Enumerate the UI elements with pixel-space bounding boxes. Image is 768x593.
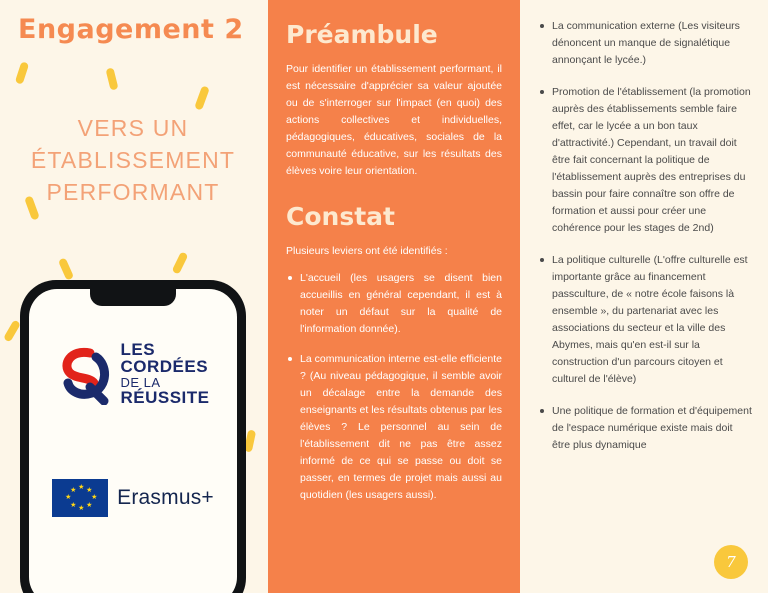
heading-preambule: Préambule [286, 20, 438, 49]
left-column [0, 0, 268, 593]
cordees-line-2: CORDÉES [120, 357, 209, 377]
confetti-dash [3, 319, 21, 342]
preambule-paragraph: Pour identifier un établissement performant, il est nécessaire d'apprécier sa valeur ajoutée ou de s'interroger sur l'impact (en quoi) des actions collectives et individuelles, pédagogiques, éducatives, sociales de la communauté éducative, sur les résultats des élèves voire leur orientation. [286, 63, 502, 177]
page-number-badge: 7 [714, 545, 748, 579]
erasmus-label: Erasmus+ [117, 486, 214, 509]
confetti-dash [244, 429, 256, 452]
constat-list [286, 270, 502, 504]
cordees-mark-icon [56, 343, 114, 405]
confetti-dash [172, 251, 189, 274]
cordees-line-3: DE LA [120, 374, 161, 390]
eu-flag-icon: ★ ★ ★ ★ ★ ★ ★ ★ [52, 479, 108, 517]
list-item: La communication externe (Les visiteurs dénoncent un manque de signalétique annonçant le lycée.) [538, 18, 752, 69]
list-item: La communication interne est-elle efficiente ? (Au niveau pédagogique, il semble avoir un décalage entre la demande des enseignants et les résultats obtenus par les élèves ? Le personnel au sein de l'établissement dit ne pas être assez informé de ce qui se passe ou doit se passer, en termes de projet mais aussi au quotidien (les usagers aussi). [286, 351, 502, 504]
erasmus-logo [29, 479, 237, 517]
confetti-dash [194, 85, 210, 110]
list-item: Promotion de l'établissement (la promotion auprès des établissements semble faire effet, car le lycée a un bon taux d'attractivité.) Cependant, un travail doit être fait concernant la politique de l'établissement auprès des entreprises du bassin pour faire connaître son offre de formation et aussi pour créer une cohérence pour les stages de 2nd) [538, 84, 752, 237]
page-title: Engagement 2 [18, 14, 244, 45]
phone-notch [90, 289, 176, 306]
cordees-line-1: LES [120, 340, 156, 359]
confetti-dash [15, 61, 29, 84]
confetti-dash [58, 257, 74, 280]
list-item: L'accueil (les usagers se disent bien accueillis en général cependant, il est à noter un défaut sur la qualité de l'information donnée). [286, 270, 502, 338]
leviers-list [538, 18, 752, 454]
list-item: La politique culturelle (L'offre culturelle est importante grâce au financement passculture, de « notre école faisons là ensemble », du partenariat avec les associations du secteur et la ville des Abymes, mais qu'en est-il sur la construction d'un parcours citoyen et culturel de l'élève) [538, 252, 752, 388]
cordees-line-4: RÉUSSITE [120, 387, 210, 407]
phone-mockup [22, 282, 244, 593]
right-column [520, 0, 768, 593]
cordees-logo [29, 341, 237, 406]
page-subtitle: VERS UN ÉTABLISSEMENT PERFORMANT [30, 115, 236, 205]
phone-screen [29, 289, 237, 593]
constat-intro: Plusieurs leviers ont été identifiés : [286, 245, 448, 257]
confetti-dash [105, 67, 118, 90]
heading-constat: Constat [286, 202, 395, 231]
middle-column [268, 0, 520, 593]
list-item: Une politique de formation et d'équipement de l'espace numérique existe mais doit être plus dynamique [538, 403, 752, 454]
cordees-wordmark [120, 341, 209, 406]
